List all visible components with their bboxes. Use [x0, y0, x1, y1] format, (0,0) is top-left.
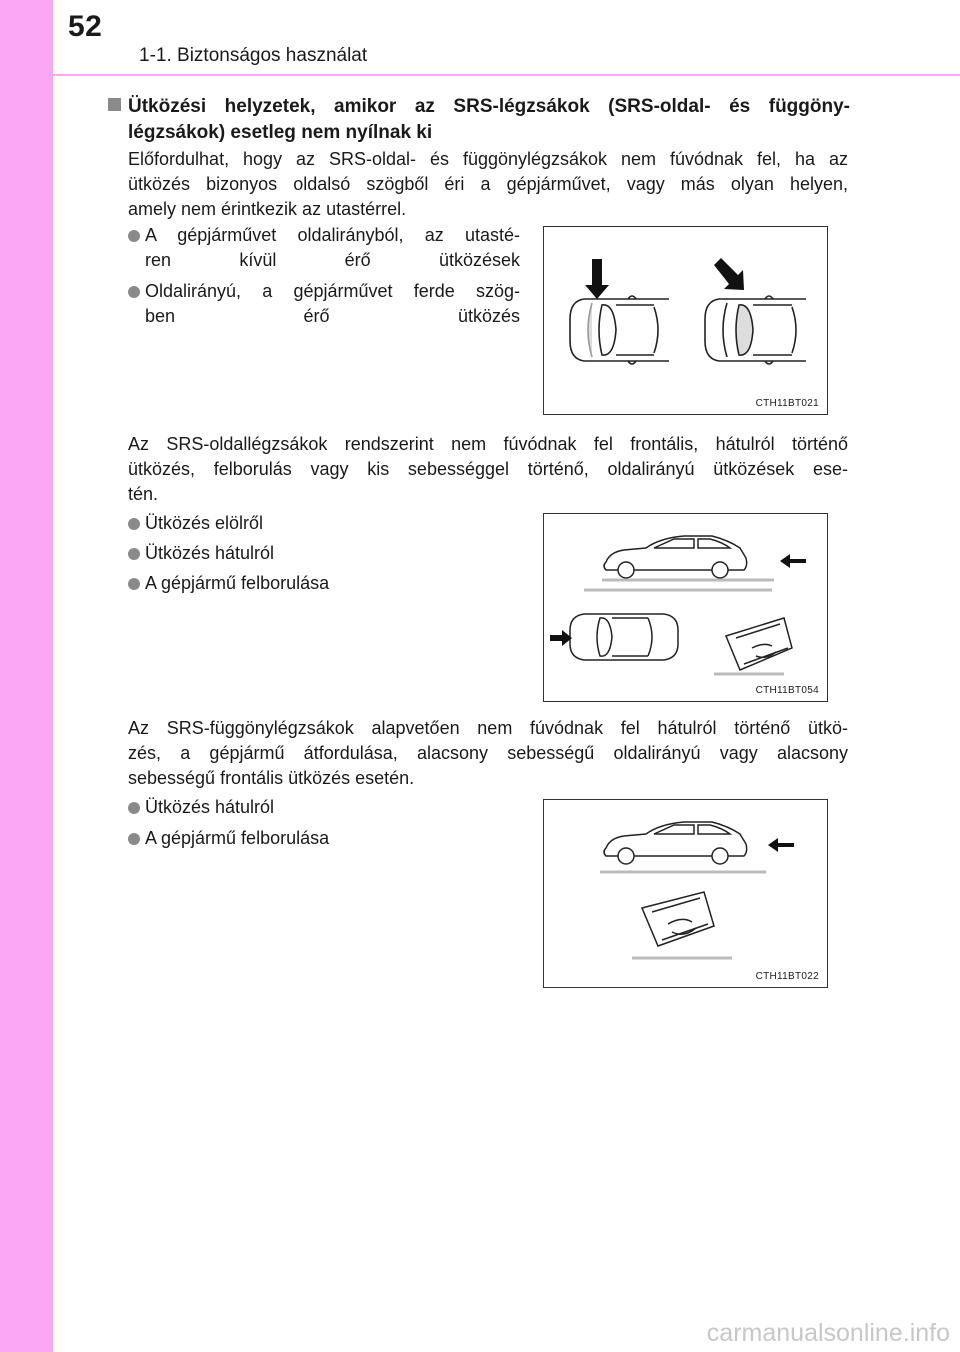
bullet-dot-icon [128, 833, 140, 845]
curtain-airbag-paragraph [128, 716, 848, 791]
bullet-text-line-2: ben érő ütközés [145, 306, 520, 326]
collision-types-illustration [544, 514, 827, 701]
bullet-front-collision: Ütközés elölről [128, 511, 263, 536]
bullet-dot-icon [128, 286, 140, 298]
car-rolled-over [726, 618, 792, 670]
bullet-text-line-2: ren kívül érő ütközések [145, 250, 520, 270]
arrow-left-icon [768, 838, 794, 852]
car-side-view [604, 822, 747, 864]
para2-line-2: ütközés, felborulás vagy kis sebességgel történő, oldalirányú ütközések ese- [128, 459, 848, 479]
side-impact-illustration [544, 227, 827, 414]
bullet-angled-side-impact [128, 279, 520, 329]
para3-line-2: zés, a gépjármű átfordulása, alacsony sebességű oldalirányú vagy alacsony [128, 743, 848, 763]
bullet-dot-icon [128, 578, 140, 590]
heading-square-icon [108, 98, 121, 111]
bullet-text-line-1: Oldalirányú, a gépjárművet ferde szög- [145, 281, 520, 301]
heading-line-1: Ütközési helyzetek, amikor az SRS-légzsákok (SRS-oldal- és függöny- [128, 96, 850, 117]
intro-paragraph [128, 147, 848, 222]
para3-line-3: sebességű frontális ütközés esetén. [128, 768, 415, 788]
bullet-dot-icon [128, 518, 140, 530]
intro-line-1: Előfordulhat, hogy az SRS-oldal- és függönylégzsákok nem fúvódnak fel, ha az [128, 149, 848, 169]
figure-side-impacts [543, 226, 828, 415]
rear-rollover-illustration [544, 800, 827, 987]
bullet-rollover-2: A gépjármű felborulása [128, 826, 329, 851]
bullet-rollover: A gépjármű felborulása [128, 571, 329, 596]
para3-line-1: Az SRS-függönylégzsákok alapvetően nem fúvódnak fel hátulról történő ütkö- [128, 718, 848, 738]
side-airbag-paragraph [128, 432, 848, 507]
figure-code: CTH11BT021 [755, 398, 819, 409]
para2-line-1: Az SRS-oldallégzsákok rendszerint nem fúvódnak fel frontális, hátulról történő [128, 434, 848, 454]
figure-rear-rollover [543, 799, 828, 988]
bullet-dot-icon [128, 802, 140, 814]
arrow-left-icon [780, 554, 806, 568]
side-tab-strip [0, 0, 53, 1352]
bullet-rear-collision: Ütközés hátulról [128, 541, 274, 566]
figure-code: CTH11BT022 [755, 971, 819, 982]
section-heading [108, 94, 850, 146]
car-top-view [570, 614, 678, 660]
arrow-down-icon [585, 259, 609, 299]
car-top-view-left [570, 296, 669, 364]
bullet-dot-icon [128, 548, 140, 560]
page-number: 52 [68, 10, 103, 43]
car-top-view-right [705, 296, 806, 364]
para2-line-3: tén. [128, 484, 159, 504]
arrow-right-icon [550, 630, 572, 646]
bullet-rear-collision-2: Ütközés hátulról [128, 795, 274, 820]
figure-front-rear-rollover [543, 513, 828, 702]
intro-line-3: amely nem érintkezik az utastérrel. [128, 199, 407, 219]
watermark: carmanualsonline.info [706, 1319, 950, 1347]
bullet-dot-icon [128, 230, 140, 242]
figure-code: CTH11BT054 [755, 685, 819, 696]
section-title: 1-1. Biztonságos használat [139, 45, 368, 66]
bullet-side-impact-outside-cabin [128, 223, 520, 273]
intro-line-2: ütközés bizonyos oldalsó szögből éri a gépjárművet, vagy más olyan helyen, [128, 174, 848, 194]
bullet-text-line-1: A gépjárművet oldalirányból, az utasté- [145, 225, 520, 245]
heading-line-2: légzsákok) esetleg nem nyílnak ki [128, 122, 433, 143]
header-divider [53, 74, 960, 76]
car-rolled-over [642, 892, 714, 946]
car-side-view [604, 536, 747, 578]
arrow-diagonal-icon [714, 258, 744, 290]
